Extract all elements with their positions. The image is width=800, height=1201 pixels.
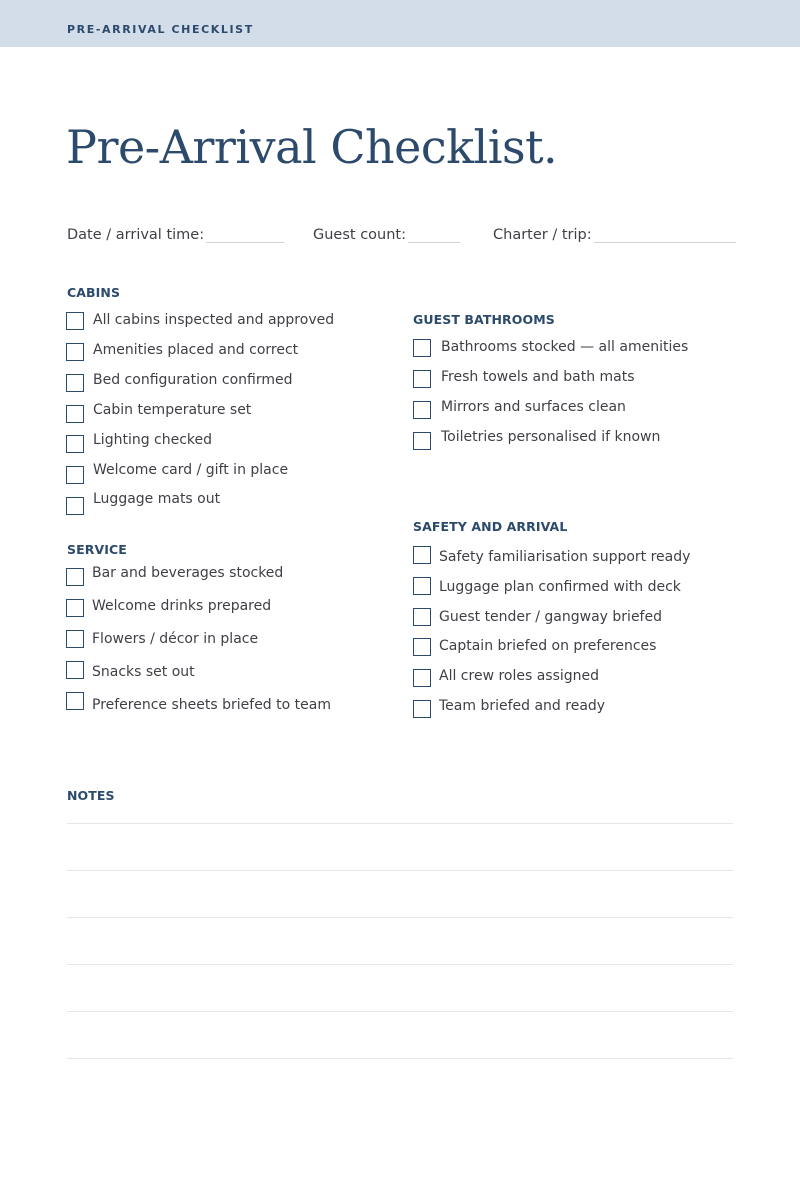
section-title-notes: NOTES (67, 788, 115, 803)
checklist-item-label: Welcome drinks prepared (92, 598, 272, 614)
section-title-cabins: CABINS (67, 285, 121, 300)
checklist-item-label: Luggage plan confirmed with deck (439, 579, 681, 595)
checkbox[interactable] (66, 343, 84, 361)
checkbox[interactable] (413, 432, 431, 450)
header-bar (0, 0, 800, 47)
notes-line[interactable] (67, 1058, 733, 1059)
checklist-item-label: Bed configuration confirmed (93, 372, 293, 388)
checklist-item-label: Welcome card / gift in place (93, 462, 289, 478)
guest-count-line[interactable] (408, 227, 460, 243)
checklist-item-label: Lighting checked (93, 432, 213, 448)
notes-line[interactable] (67, 823, 733, 824)
checkbox[interactable] (66, 692, 84, 710)
checkbox[interactable] (413, 370, 431, 388)
page-title: Pre-Arrival Checklist. (66, 120, 558, 174)
checklist-item-label: Luggage mats out (93, 491, 221, 507)
checkbox[interactable] (413, 608, 431, 626)
section-title-service: SERVICE (67, 542, 127, 557)
checklist-item-label: Amenities placed and correct (93, 342, 299, 358)
checkbox[interactable] (66, 466, 84, 484)
checklist-item-label: Snacks set out (92, 664, 195, 680)
charter-trip-label: Charter / trip: (493, 227, 592, 243)
checkbox[interactable] (413, 401, 431, 419)
checklist-item-label: Safety familiarisation support ready (439, 549, 691, 565)
checkbox[interactable] (413, 339, 431, 357)
checklist-item-label: Bathrooms stocked — all amenities (441, 339, 689, 355)
notes-line[interactable] (67, 1011, 733, 1012)
checklist-item-label: All cabins inspected and approved (93, 312, 335, 328)
checkbox[interactable] (413, 669, 431, 687)
checkbox[interactable] (413, 546, 431, 564)
notes-line[interactable] (67, 964, 733, 965)
charter-trip-field[interactable] (493, 227, 736, 243)
checklist-item-label: Flowers / décor in place (92, 631, 259, 647)
checkbox[interactable] (66, 374, 84, 392)
date-arrival-field[interactable] (67, 227, 284, 243)
checklist-item-label: Toiletries personalised if known (441, 429, 661, 445)
notes-line[interactable] (67, 917, 733, 918)
checkbox[interactable] (66, 497, 84, 515)
checkbox[interactable] (413, 638, 431, 656)
checklist-item-label: Captain briefed on preferences (439, 638, 657, 654)
guest-count-field[interactable] (313, 227, 460, 243)
checklist-item-label: Team briefed and ready (439, 698, 606, 714)
checklist-item-label: Fresh towels and bath mats (441, 369, 635, 385)
date-arrival-line[interactable] (206, 227, 284, 243)
checkbox[interactable] (413, 700, 431, 718)
checklist-item-label: Guest tender / gangway briefed (439, 609, 662, 625)
checklist-item-label: Cabin temperature set (93, 402, 252, 418)
notes-line[interactable] (67, 870, 733, 871)
checkbox[interactable] (66, 435, 84, 453)
header-label: PRE-ARRIVAL CHECKLIST (67, 23, 254, 36)
guest-count-label: Guest count: (313, 227, 406, 243)
checklist-item-label: Bar and beverages stocked (92, 565, 284, 581)
checkbox[interactable] (413, 577, 431, 595)
checkbox[interactable] (66, 312, 84, 330)
date-arrival-label: Date / arrival time: (67, 227, 205, 243)
checkbox[interactable] (66, 568, 84, 586)
section-title-guest-bathrooms: GUEST BATHROOMS (413, 312, 555, 327)
checkbox[interactable] (66, 630, 84, 648)
charter-trip-line[interactable] (594, 227, 736, 243)
checklist-item-label: Mirrors and surfaces clean (441, 399, 626, 415)
checklist-item-label: Preference sheets briefed to team (92, 697, 331, 713)
checklist-item-label: All crew roles assigned (439, 668, 600, 684)
section-title-safety-arrival: SAFETY AND ARRIVAL (413, 519, 568, 534)
checkbox[interactable] (66, 599, 84, 617)
checkbox[interactable] (66, 661, 84, 679)
checkbox[interactable] (66, 405, 84, 423)
